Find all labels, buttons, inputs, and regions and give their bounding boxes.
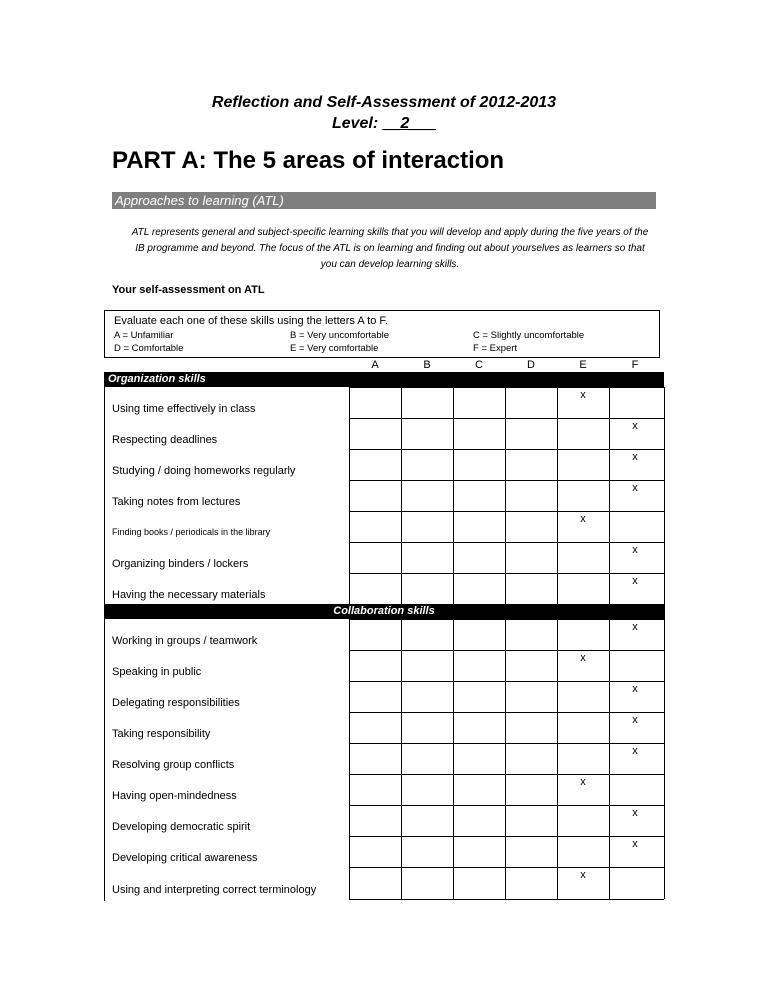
grid-row-line <box>349 805 664 806</box>
grid-row-line <box>349 387 664 388</box>
rating-mark[interactable]: x <box>632 807 638 819</box>
atl-intro-line: IB programme and beyond. The focus of the ATL is on learning and finding out about yourselves as learners so that <box>135 243 645 254</box>
skill-label: Organizing binders / lockers <box>112 558 249 570</box>
skill-label: Taking responsibility <box>112 728 211 740</box>
grid-column-line <box>609 387 610 899</box>
grid-row-line <box>349 480 664 481</box>
column-header-b: B <box>423 359 431 371</box>
grid-column-line <box>401 387 402 899</box>
legend-a: A = Unfamiliar <box>114 330 174 341</box>
rating-mark[interactable]: x <box>632 714 638 726</box>
grid-row-line <box>349 774 664 775</box>
column-header-e: E <box>579 359 587 371</box>
rating-mark[interactable]: x <box>580 513 586 525</box>
column-header-f: F <box>631 359 639 371</box>
legend-d: D = Comfortable <box>114 343 184 354</box>
grid-row-line <box>349 650 664 651</box>
document-title: Reflection and Self-Assessment of 2012-2013 <box>211 94 557 111</box>
legend-instruction: Evaluate each one of these skills using the letters A to F. <box>114 315 388 327</box>
rating-mark[interactable]: x <box>632 420 638 432</box>
level-label: Level: <box>331 115 383 132</box>
skill-label: Using and interpreting correct terminology <box>112 884 317 896</box>
grid-row-line <box>349 899 664 900</box>
grid-row-line <box>349 712 664 713</box>
legend-c: C = Slightly uncomfortable <box>473 330 585 341</box>
grid-row-line <box>349 743 664 744</box>
rating-mark[interactable]: x <box>632 575 638 587</box>
skill-label: Working in groups / teamwork <box>112 635 258 647</box>
grid-row-line <box>349 836 664 837</box>
level-value: __2___ <box>382 115 437 132</box>
skill-label: Using time effectively in class <box>112 403 256 415</box>
part-a-title: PART A: The 5 areas of interaction <box>112 147 505 174</box>
skill-label: Having open-mindedness <box>112 790 237 802</box>
grid-column-line <box>664 387 665 899</box>
grid-row-line <box>349 681 664 682</box>
grid-column-line <box>453 387 454 899</box>
level-line <box>0 115 768 133</box>
organization-skills-header: Organization skills <box>104 372 664 387</box>
skill-label: Resolving group conflicts <box>112 759 235 771</box>
grid-row-line <box>349 542 664 543</box>
skill-label: Speaking in public <box>112 666 202 678</box>
grid-row-line <box>349 619 664 620</box>
rating-mark[interactable]: x <box>580 776 586 788</box>
grid-column-line <box>349 387 350 899</box>
rating-mark[interactable]: x <box>632 683 638 695</box>
grid-row-line <box>349 418 664 419</box>
rating-mark[interactable]: x <box>632 451 638 463</box>
rating-mark[interactable]: x <box>580 652 586 664</box>
rating-mark[interactable]: x <box>580 869 586 881</box>
skill-label: Taking notes from lectures <box>112 496 241 508</box>
column-header-d: D <box>527 359 535 371</box>
grid-column-line <box>557 387 558 899</box>
rating-mark[interactable]: x <box>580 389 586 401</box>
grid-row-line <box>349 449 664 450</box>
rating-mark[interactable]: x <box>632 482 638 494</box>
grid-row-line <box>349 511 664 512</box>
self-assessment-heading: Your self-assessment on ATL <box>112 284 265 296</box>
skill-label: Studying / doing homeworks regularly <box>112 465 296 477</box>
skill-label: Delegating responsibilities <box>112 697 240 709</box>
grid-column-line <box>505 387 506 899</box>
skill-label: Having the necessary materials <box>112 589 266 601</box>
skill-label: Developing critical awareness <box>112 852 258 864</box>
table-left-border <box>104 387 105 901</box>
atl-intro-line: ATL represents general and subject-specific learning skills that you will develop and apply during the five years of the <box>131 227 649 238</box>
legend-f: F = Expert <box>473 343 518 354</box>
atl-intro <box>125 225 655 273</box>
rating-mark[interactable]: x <box>632 544 638 556</box>
rating-mark[interactable]: x <box>632 621 638 633</box>
legend-e: E = Very comfortable <box>290 343 379 354</box>
atl-section-bar: Approaches to learning (ATL) <box>112 192 656 209</box>
column-header-c: C <box>475 359 483 371</box>
legend-b: B = Very uncomfortable <box>290 330 390 341</box>
skill-label: Developing democratic spirit <box>112 821 251 833</box>
atl-intro-line: you can develop learning skills. <box>320 259 460 270</box>
skill-label: Finding books / periodicals in the library <box>112 527 271 537</box>
column-header-a: A <box>371 359 379 371</box>
grid-row-line <box>349 573 664 574</box>
collaboration-skills-header: Collaboration skills <box>104 604 664 619</box>
rating-legend <box>104 310 660 358</box>
grid-row-line <box>349 867 664 868</box>
skill-label: Respecting deadlines <box>112 434 218 446</box>
rating-mark[interactable]: x <box>632 838 638 850</box>
rating-mark[interactable]: x <box>632 745 638 757</box>
